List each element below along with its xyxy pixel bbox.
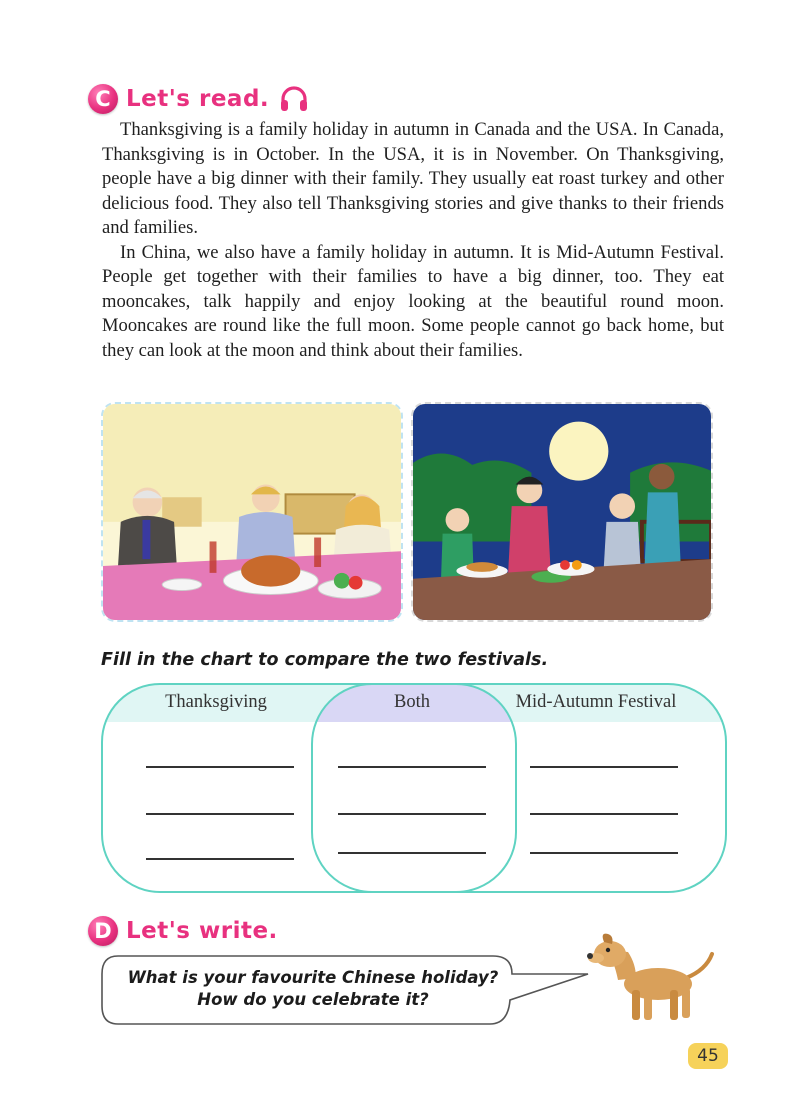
section-c-title: Let's read. (126, 86, 270, 112)
answer-line-mid-autumn-3[interactable] (530, 852, 678, 854)
answer-line-both-1[interactable] (338, 766, 486, 768)
answer-line-thanksgiving-2[interactable] (146, 813, 294, 815)
answer-line-mid-autumn-2[interactable] (530, 813, 678, 815)
section-d-title: Let's write. (126, 918, 278, 944)
page-number: 45 (688, 1043, 728, 1069)
section-c-heading (88, 84, 309, 114)
column-header-both: Both (394, 692, 430, 712)
question-line-2: How do you celebrate it? (197, 990, 429, 1009)
paragraph-thanksgiving: Thanksgiving is a family holiday in autumn in Canada and the USA. In Canada, Thanksgiving is in October. In the USA, it is in November. On Thanksgiving, people have a big dinner with their family. They usually eat roast turkey and other delicious food. They also tell Thanksgiving stories and give thanks to their friends and families. (102, 119, 724, 238)
answer-line-both-3[interactable] (338, 852, 486, 854)
mid-autumn-dinner-illustration (411, 402, 713, 622)
speech-question (108, 967, 518, 1011)
section-d-heading (88, 916, 278, 946)
thanksgiving-dinner-illustration (101, 402, 403, 622)
comparison-chart (100, 682, 728, 894)
chart-instruction: Fill in the chart to compare the two festivals. (101, 650, 549, 670)
section-c-badge: C (88, 84, 118, 114)
answer-line-mid-autumn-1[interactable] (530, 766, 678, 768)
answer-line-thanksgiving-1[interactable] (146, 766, 294, 768)
question-line-1: What is your favourite Chinese holiday? (127, 968, 499, 987)
answer-line-thanksgiving-3[interactable] (146, 858, 294, 860)
comparison-chart-frame (100, 682, 728, 894)
section-d-badge: D (88, 916, 118, 946)
column-header-mid-autumn: Mid-Autumn Festival (515, 692, 677, 712)
answer-line-both-2[interactable] (338, 813, 486, 815)
reading-passage (102, 118, 724, 363)
speech-bubble (98, 952, 593, 1030)
headphones-icon[interactable] (279, 85, 309, 113)
column-header-thanksgiving: Thanksgiving (165, 692, 267, 712)
dog-illustration (578, 930, 718, 1028)
paragraph-mid-autumn: In China, we also have a family holiday in autumn. It is Mid-Autumn Festival. People get together with their families to have a big dinner, too. They eat mooncakes, talk happily and enjoy looking at the beautiful round moon. Mooncakes are round like the full moon. Some people cannot go back home, but they can look at the moon and think about their families. (102, 241, 724, 361)
